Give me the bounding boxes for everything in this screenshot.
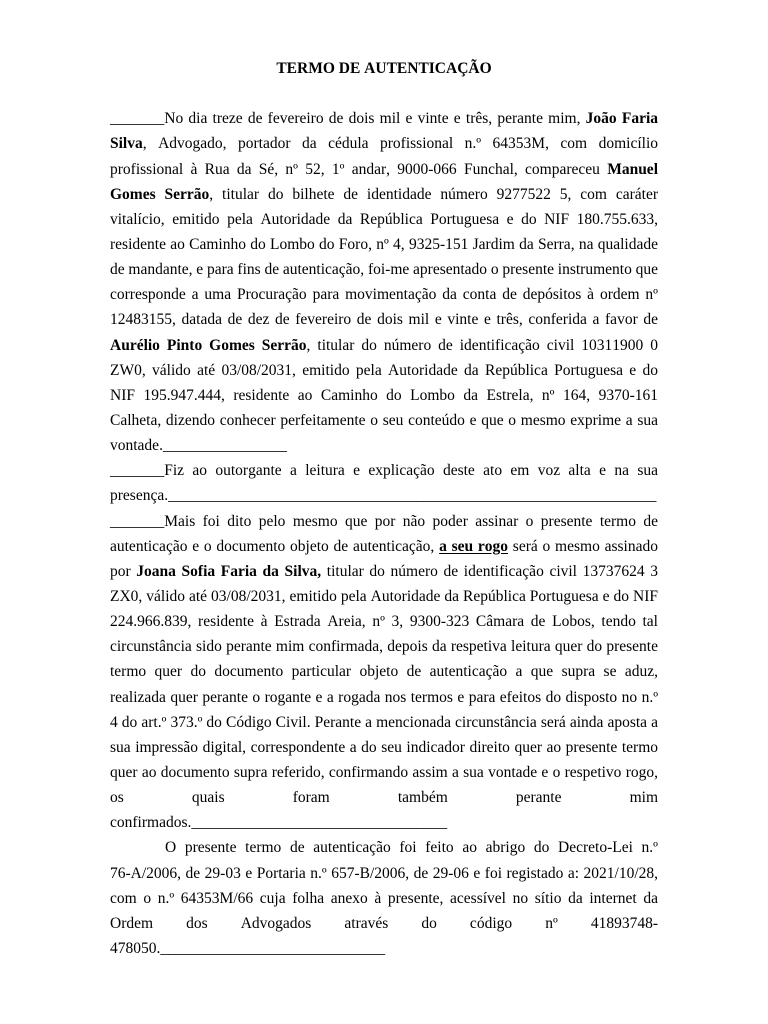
text-line — [110, 685, 658, 710]
underlined-bold-text: a seu rogo — [439, 537, 509, 555]
document-body — [110, 56, 658, 961]
text-run: O presente termo de autenticação foi feito ao abrigo do Decreto-Lei n.º — [165, 839, 658, 857]
text-run: termo quer do documento particular objeto de autenticação a que supra se aduz, — [110, 663, 658, 681]
text-line — [110, 835, 658, 860]
text-line — [110, 534, 658, 559]
text-run: vitalício, emitido pela Autoridade da República Portuguesa e do NIF 180.755.633, — [110, 210, 658, 228]
text-run: NIF 195.947.444, residente ao Caminho do Lombo da Estrela, nº 164, 9370-161 — [110, 386, 658, 404]
blank-line — [110, 81, 658, 106]
text-run: de mandante, e para fins de autenticação, foi-me apresentado o presente instrumento que — [110, 261, 658, 279]
text-run: _______No dia treze de fevereiro de dois mil e vinte e três, perante mim, — [110, 110, 586, 128]
text-line — [110, 182, 658, 207]
text-run: 478050._____________________________ — [110, 939, 386, 957]
text-run: titular do número de identificação civil 13737624 3 — [321, 562, 658, 580]
text-run: com o n.º 64353M/66 cuja folha anexo à presente, acessível no sítio da internet da — [110, 889, 658, 907]
text-run: sua impressão digital, correspondente a do seu indicador direito quer ao presente termo — [110, 738, 658, 756]
text-run: , Advogado, portador da cédula profissional n.º 64353M, com domicílio — [142, 135, 658, 153]
text-run: presença._______________________________________________________________ — [110, 487, 657, 505]
bold-text: João Faria — [585, 110, 659, 128]
text-run: por — [110, 562, 137, 580]
text-line — [110, 483, 658, 508]
text-run: quer ao documento supra referido, confirmando assim a sua vontade e o respetivo rogo, — [110, 763, 658, 781]
document-title: TERMO DE AUTENTICAÇÃO — [276, 60, 492, 77]
text-run: realizada quer perante o rogante e a rogada nos termos e para efeitos do disposto no n.º — [110, 688, 658, 706]
text-run: 4 do art.º 373.º do Código Civil. Perante a mencionada circunstância será ainda aposta a — [110, 713, 658, 731]
text-run: ZX0, válido até 03/08/2031, emitido pela Autoridade da República Portuguesa e do NIF — [110, 587, 658, 605]
text-line — [110, 634, 658, 659]
text-run: autenticação e o documento objeto de autenticação, — [110, 537, 440, 555]
text-run: profissional à Rua da Sé, nº 52, 1º andar, 9000-066 Funchal, compareceu — [110, 160, 608, 178]
text-run: ZW0, válido até 03/08/2031, emitido pela Autoridade da República Portuguesa e do — [110, 361, 658, 379]
text-line — [110, 458, 658, 483]
text-line — [110, 785, 658, 810]
text-line — [110, 408, 658, 433]
text-line — [110, 307, 658, 332]
text-line — [110, 760, 658, 785]
text-line — [110, 509, 658, 534]
text-line — [110, 609, 658, 634]
text-run: Calheta, dizendo conhecer perfeitamente o seu conteúdo e que o mesmo exprime a sua — [110, 411, 658, 429]
text-run: _______Fiz ao outorgante a leitura e explicação deste ato em voz alta e na sua — [110, 462, 658, 480]
text-line — [110, 559, 658, 584]
text-line — [110, 584, 658, 609]
text-run: confirmados._________________________________ — [110, 814, 448, 832]
text-line — [110, 735, 658, 760]
text-run: circunstância sido perante mim confirmada, depois da respetiva leitura quer do presente — [110, 638, 658, 656]
text-line — [110, 358, 658, 383]
text-run: residente ao Caminho do Lombo do Foro, nº 4, 9325-151 Jardim da Serra, na qualidade — [110, 235, 658, 253]
text-line — [110, 207, 658, 232]
text-run: vontade.________________ — [110, 437, 287, 455]
text-line — [110, 333, 658, 358]
text-line — [110, 257, 658, 282]
paragraph-registration — [110, 835, 658, 961]
text-line — [110, 886, 658, 911]
text-run: corresponde a uma Procuração para movimentação da conta de depósitos à ordem nº — [110, 286, 658, 304]
text-run: os quais foram também perante mim — [110, 789, 658, 807]
text-line — [110, 810, 658, 835]
text-line — [110, 433, 658, 458]
bold-text: Aurélio Pinto Gomes Serrão — [110, 336, 307, 354]
text-line — [110, 911, 658, 936]
text-line — [110, 710, 658, 735]
text-run: _______Mais foi dito pelo mesmo que por não poder assinar o presente termo de — [110, 512, 658, 530]
text-line — [110, 861, 658, 886]
text-line — [110, 659, 658, 684]
text-run: 12483155, datada de dez de fevereiro de dois mil e vinte e três, conferida a favor de — [110, 311, 658, 329]
text-line — [110, 131, 658, 156]
bold-text: Gomes Serrão — [110, 185, 210, 203]
text-line — [110, 936, 658, 961]
bold-text: Silva — [110, 135, 143, 153]
text-run: , titular do bilhete de identidade número 9277522 5, com caráter — [209, 185, 658, 203]
text-run: , titular do número de identificação civil 10311900 0 — [306, 336, 658, 354]
text-line — [110, 157, 658, 182]
text-line — [110, 232, 658, 257]
text-run: Ordem dos Advogados através do código nº 41893748- — [110, 914, 658, 932]
text-run: será o mesmo assinado — [508, 537, 658, 555]
bold-text: Manuel — [607, 160, 658, 178]
bold-text: Joana Sofia Faria da Silva, — [136, 562, 322, 580]
paragraph-reading — [110, 458, 658, 508]
text-run: 76-A/2006, de 29-03 e Portaria n.º 657-B/2006, de 29-06 e foi registado a: 2021/10/28, — [110, 864, 658, 882]
paragraph-signature-at-request — [110, 509, 658, 836]
text-run: 224.966.839, residente à Estrada Areia, nº 3, 9300-323 Câmara de Lobos, tendo tal — [110, 613, 658, 631]
text-line — [110, 383, 658, 408]
text-line — [110, 282, 658, 307]
paragraph-appearance — [110, 106, 658, 458]
text-line — [110, 106, 658, 131]
